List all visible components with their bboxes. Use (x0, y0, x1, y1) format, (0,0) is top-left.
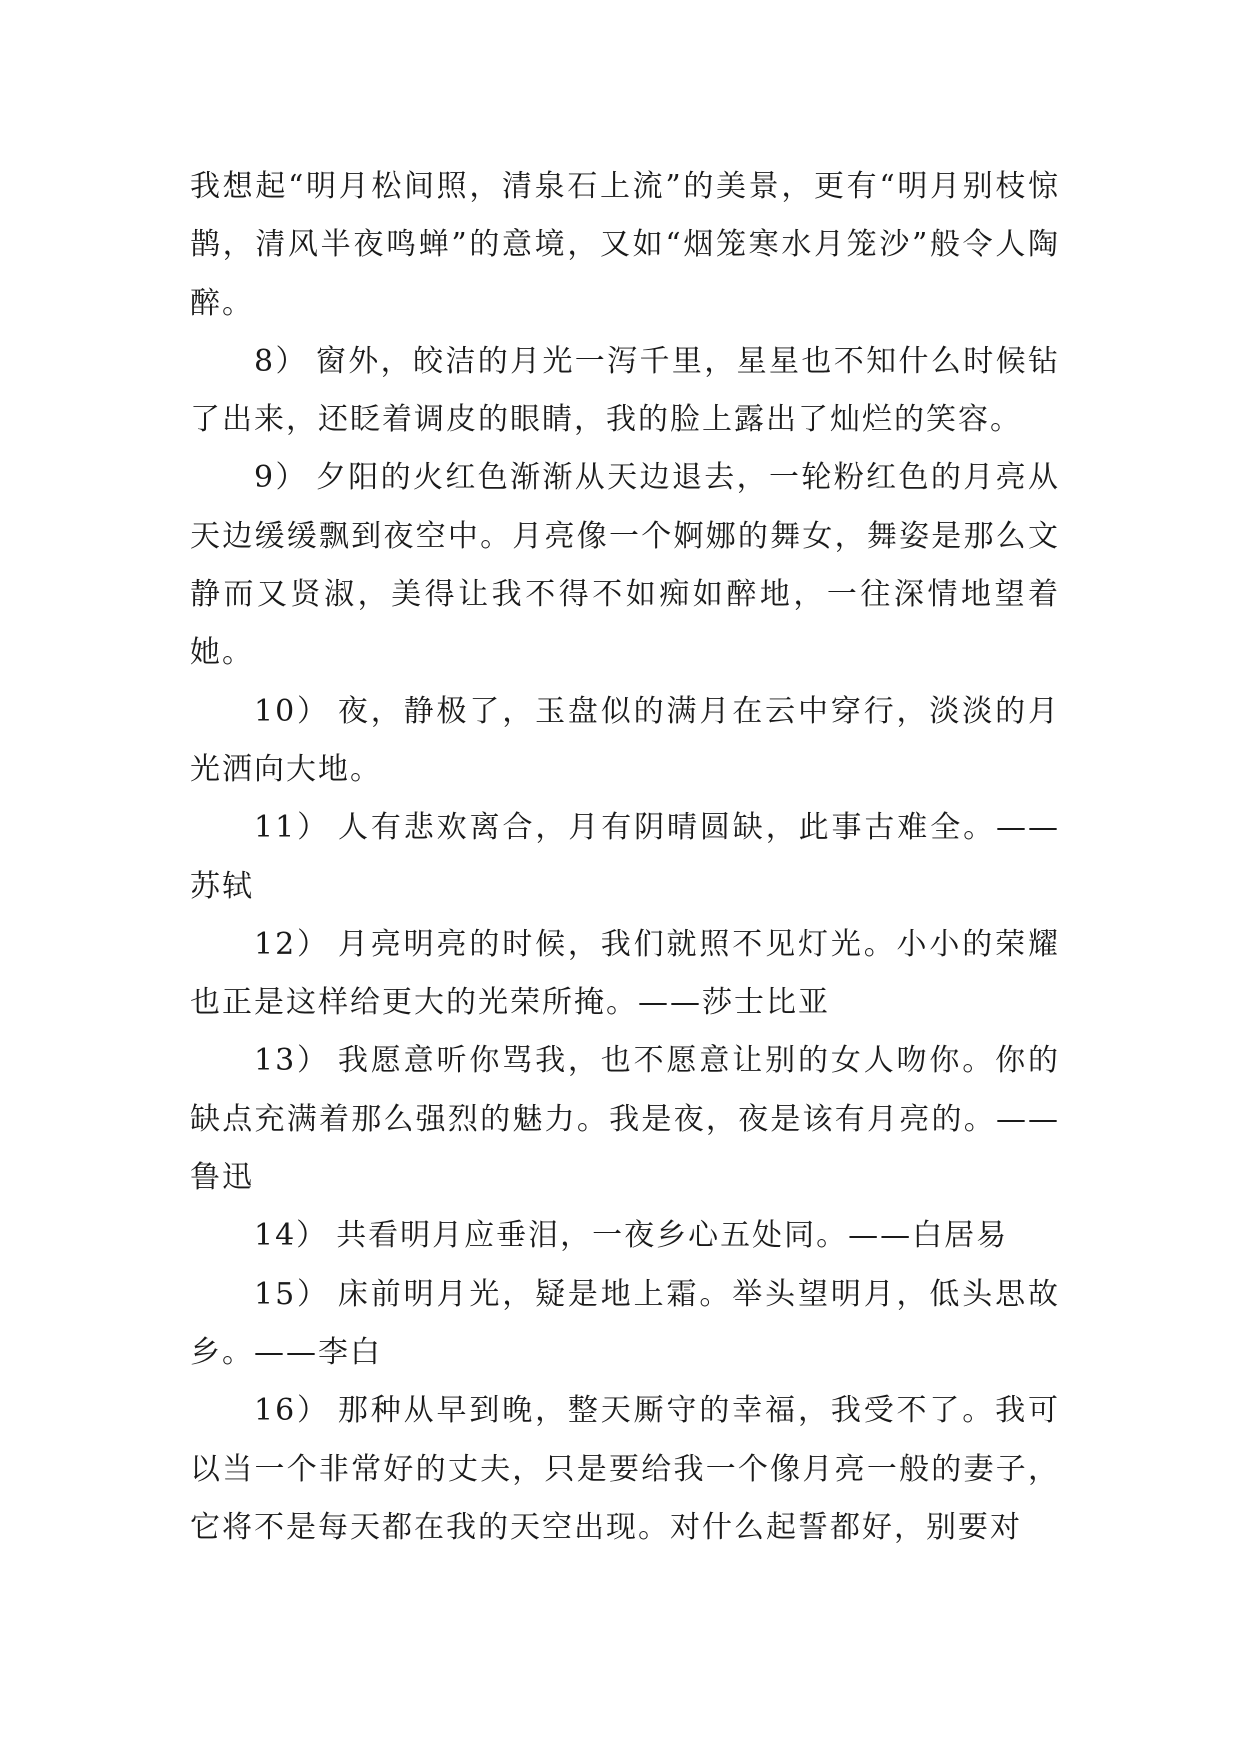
paragraph-number: 10） (254, 693, 330, 729)
paragraph-number: 15） (254, 1276, 330, 1312)
paragraph-number: 8） (254, 343, 308, 379)
paragraph-number: 16） (254, 1393, 330, 1429)
paragraph-text: 夜，静极了，玉盘似的满月在云中穿行，淡淡的月光洒向大地。 (190, 693, 1060, 787)
document-body (190, 158, 1060, 1557)
paragraph-text: 窗外，皎洁的月光一泻千里，星星也不知什么时候钻了出来，还眨着调皮的眼睛，我的脸上露出了灿烂的笑容。 (190, 343, 1061, 438)
paragraph-number: 9） (254, 460, 308, 496)
paragraph-text: 月亮明亮的时候，我们就照不见灯光。小小的荣耀也正是这样给更大的光荣所掩。——莎士比亚 (190, 926, 1060, 1021)
paragraph-8 (190, 333, 1060, 450)
paragraph-15 (190, 1266, 1060, 1383)
paragraph-text: 那种从早到晚，整天厮守的幸福，我受不了。我可以当一个非常好的丈夫，只是要给我一个像月亮一般的妻子，它将不是每天都在我的天空出现。对什么起誓都好，别要对 (190, 1393, 1060, 1545)
paragraph-9 (190, 449, 1060, 682)
paragraph-text: 我愿意听你骂我，也不愿意让别的女人吻你。你的缺点充满着那么强烈的魅力。我是夜，夜是该有月亮的。——鲁迅 (190, 1043, 1060, 1196)
paragraph-number: 13） (254, 1043, 330, 1079)
paragraph-7-continuation (190, 158, 1060, 333)
paragraph-13 (190, 1032, 1060, 1207)
paragraph-14 (190, 1207, 1060, 1265)
paragraph-text: 人有悲欢离合，月有阴晴圆缺，此事古难全。——苏轼 (190, 810, 1060, 904)
paragraph-text: 共看明月应垂泪，一夜乡心五处同。——白居易 (336, 1218, 1009, 1254)
paragraph-10 (190, 683, 1060, 800)
paragraph-text: 夕阳的火红色渐渐从天边退去，一轮粉红色的月亮从天边缓缓飘到夜空中。月亮像一个婀娜的舞女，舞姿是那么文静而又贤淑，美得让我不得不如痴如醉地，一往深情地望着她。 (190, 460, 1061, 671)
paragraph-16 (190, 1382, 1060, 1557)
paragraph-text: 我想起“明月松间照，清泉石上流”的美景，更有“明月别枝惊鹊，清风半夜鸣蝉”的意境，又如“烟笼寒水月笼沙”般令人陶醉。 (190, 169, 1060, 321)
paragraph-12 (190, 916, 1060, 1033)
paragraph-number: 12） (254, 926, 330, 962)
paragraph-11 (190, 799, 1060, 916)
paragraph-number: 14） (254, 1218, 329, 1254)
paragraph-text: 床前明月光，疑是地上霜。举头望明月，低头思故乡。——李白 (190, 1276, 1060, 1370)
paragraph-number: 11） (254, 810, 330, 846)
